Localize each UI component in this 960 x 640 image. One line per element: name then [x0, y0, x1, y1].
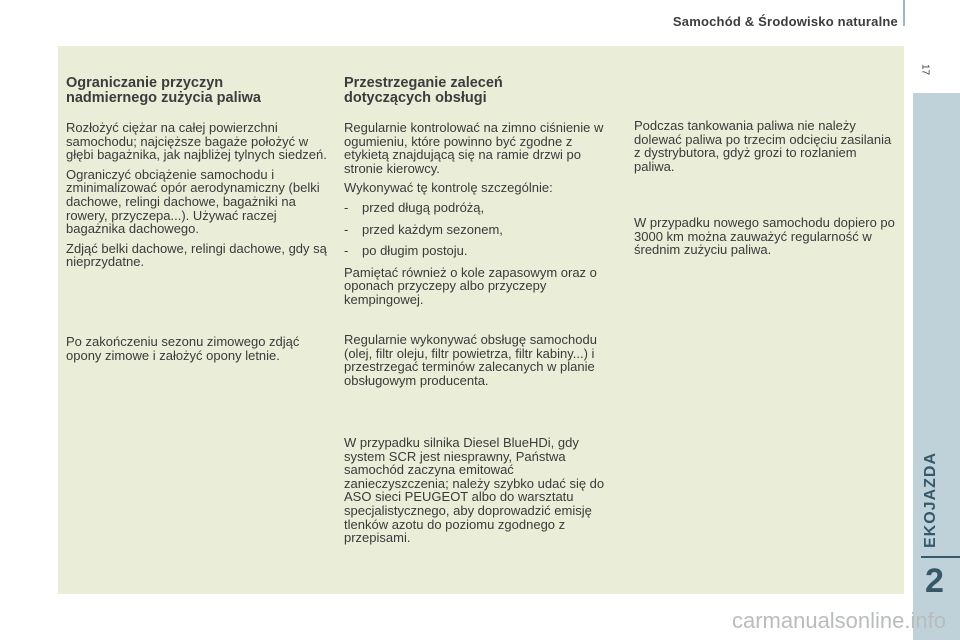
paragraph: Wykonywać tę kontrolę szczególnie: — [344, 180, 553, 196]
page-header-title: Samochód & Środowisko naturalne — [672, 14, 898, 29]
chapter-divider — [921, 556, 960, 558]
paragraph: Regularnie wykonywać obsługę samochodu (olej, filtr oleju, filtr powietrza, filtr kabiny...) i przestrzegać terminów zalecanych w planie obsługowym producenta. — [344, 332, 597, 388]
paragraph: Rozłożyć ciężar na całej powierzchni samochodu; najcięższe bagaże położyć w głębi bagażnika, jak najbliżej tylnych siedzeń. — [66, 120, 327, 163]
section-maintenance-title — [344, 76, 614, 106]
section-fuel-consumption-extra — [66, 335, 331, 368]
bullet-dash: - — [344, 221, 349, 237]
chapter-label: EKOJAZDA — [922, 451, 939, 548]
section-fuel-consumption-title — [66, 76, 331, 106]
section-title-line2: nadmiernego zużycia paliwa — [66, 90, 261, 106]
section-new-vehicle — [634, 216, 899, 263]
section-fuel-consumption — [66, 76, 331, 275]
bullet-dash: - — [344, 243, 349, 259]
section-maintenance-extra — [344, 333, 614, 393]
section-maintenance — [344, 76, 614, 313]
section-title-line1: Przestrzeganie zaleceń — [344, 75, 503, 91]
paragraph: W przypadku nowego samochodu dopiero po 3000 km można zauważyć regularność w średnim zużyciu paliwa. — [634, 215, 895, 258]
section-title-line1: Ograniczanie przyczyn — [66, 75, 224, 91]
page-number: 17 — [919, 63, 931, 76]
paragraph: Po zakończeniu sezonu zimowego zdjąć opony zimowe i założyć opony letnie. — [66, 334, 300, 363]
paragraph: Zdjąć belki dachowe, relingi dachowe, gdy są nieprzydatne. — [66, 240, 327, 270]
section-refueling — [634, 119, 899, 179]
section-maintenance-diesel — [344, 436, 619, 551]
check-list — [344, 201, 614, 258]
section-title-line2: dotyczących obsługi — [344, 90, 487, 106]
paragraph: W przypadku silnika Diesel BlueHDi, gdy system SCR jest niesprawny, Państwa samochód zaczyna emitować zanieczyszczenia; należy szybko udać się do ASO sieci PEUGEOT albo do warsztatu specjalistycznego, aby doprowadzić emisję tlenków azotu do poziomu zgodnego z przepisami. — [344, 435, 605, 546]
chapter-number: 2 — [925, 562, 944, 600]
paragraph: Regularnie kontrolować na zimno ciśnienie w ogumieniu, które powinno być zgodne z etykietą znajdującą się na ramie drzwi po stronie kierowcy. — [344, 120, 604, 176]
watermark: carmanualsonline.info — [731, 608, 946, 633]
header-divider — [903, 0, 905, 26]
list-item: - przed każdym sezonem, — [344, 221, 503, 237]
paragraph: Podczas tankowania paliwa nie należy dolewać paliwa po trzecim odcięciu zasilania z dystrybutora, gdyż grozi to rozlaniem paliwa. — [634, 118, 892, 174]
paragraph: Ograniczyć obciążenie samochodu i zminimalizować opór aerodynamiczny (belki dachowe, relingi dachowe, bagażniki na rowery, przyczepa...). Używać raczej bagażnika dachowego. — [66, 166, 320, 237]
paragraph: Pamiętać również o kole zapasowym oraz o oponach przyczepy albo przyczepy kempingowej. — [344, 264, 597, 307]
bullet-dash: - — [344, 199, 349, 215]
list-item: - przed długą podróżą, — [344, 199, 485, 215]
list-item: - po długim postoju. — [344, 243, 468, 259]
